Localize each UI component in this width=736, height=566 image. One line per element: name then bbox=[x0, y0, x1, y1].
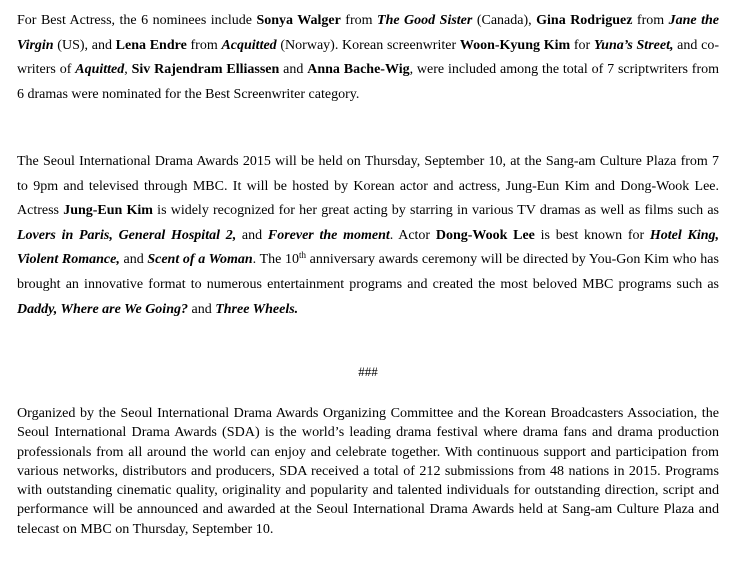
drama-title: Acquitted bbox=[221, 37, 277, 53]
host-name: Jung-Eun Kim bbox=[63, 203, 153, 219]
drama-title: Scent of a Woman bbox=[147, 252, 253, 268]
text: and bbox=[279, 62, 308, 77]
drama-title: Daddy, Where are We Going? bbox=[17, 301, 188, 317]
text: from bbox=[186, 37, 222, 53]
nominee-name: Gina Rodriguez bbox=[536, 13, 633, 28]
drama-title: Lovers in Paris, General Hospital 2, bbox=[17, 227, 237, 243]
text: anniversary awards ceremony will be directed by You-Gon Kim who has brought an innovative format to numerous entertainment programs and created the most beloved MBC programs such as bbox=[17, 252, 719, 292]
drama-title: Forever the moment bbox=[267, 227, 390, 243]
text: , bbox=[124, 62, 132, 77]
drama-title: Hotel King, Violent Romance, bbox=[17, 227, 719, 268]
text: for bbox=[570, 37, 594, 53]
text: from bbox=[632, 13, 669, 28]
text: , were included among the total of 7 scriptwriters from 6 dramas were nominated for the Best Screenwriter category. bbox=[17, 62, 719, 102]
text: (Canada), bbox=[472, 13, 537, 28]
drama-title: Three Wheels. bbox=[215, 301, 299, 317]
nominee-name: Anna Bache-Wig bbox=[307, 62, 410, 77]
drama-title: Jane the Virgin bbox=[17, 13, 720, 53]
drama-title: Yuna’s Street, bbox=[593, 37, 674, 53]
nominees-paragraph bbox=[17, 9, 719, 107]
nominee-name: Siv Rajendram Elliassen bbox=[131, 62, 280, 77]
text: For Best Actress, the 6 nominees include bbox=[17, 13, 257, 28]
text: (US), and bbox=[53, 37, 116, 53]
text: and bbox=[236, 227, 268, 243]
text: and bbox=[187, 301, 216, 317]
host-name: Dong-Wook Lee bbox=[435, 227, 535, 243]
nominee-name: Lena Endre bbox=[115, 37, 187, 53]
ordinal-suffix: th bbox=[298, 250, 306, 261]
ceremony-paragraph bbox=[17, 150, 719, 322]
about-sda-paragraph: Organized by the Seoul International Drama Awards Organizing Committee and the Korean Broadcasters Association, the Seoul International Drama Awards (SDA) is the world’s leading drama festival where drama fans and drama production professionals from all around the world can enjoy and celebrate together. With continuous support and participation from various networks, distributors and producers, SDA received a total of 212 submissions from 48 nations in 2015. Programs with outstanding cinematic quality, originality and popularity and talented individuals for outstanding direction, script and performance will be announced and awarded at the Seoul International Drama Awards held at Sang-am Culture Plaza and telecast on MBC on Thursday, September 10. bbox=[17, 405, 719, 537]
text: is widely recognized for her great acting by starring in various TV dramas as well as films such as bbox=[152, 203, 719, 219]
text: The Seoul International Drama Awards 2015 will be held on Thursday, September 10, at the Sang-am Culture Plaza from 7 to 9pm and televised through MBC. It will be hosted by Korean actor and actress, Jung-Eun Kim and Dong-Wook Lee. Actress bbox=[17, 154, 719, 219]
text: and bbox=[119, 252, 148, 268]
drama-title: Aquitted bbox=[75, 62, 125, 77]
text: . Actor bbox=[389, 227, 436, 243]
nominee-name: Woon-Kyung Kim bbox=[459, 37, 571, 53]
drama-title: The Good Sister bbox=[377, 13, 473, 28]
nominee-name: Sonya Walger bbox=[256, 13, 341, 28]
text: . The 10 bbox=[252, 252, 299, 268]
text: (Norway). Korean screenwriter bbox=[276, 37, 460, 53]
section-separator: ### bbox=[358, 364, 378, 379]
text: from bbox=[340, 13, 378, 28]
text: and co-writers of bbox=[17, 37, 719, 77]
text: is best known for bbox=[534, 227, 650, 243]
